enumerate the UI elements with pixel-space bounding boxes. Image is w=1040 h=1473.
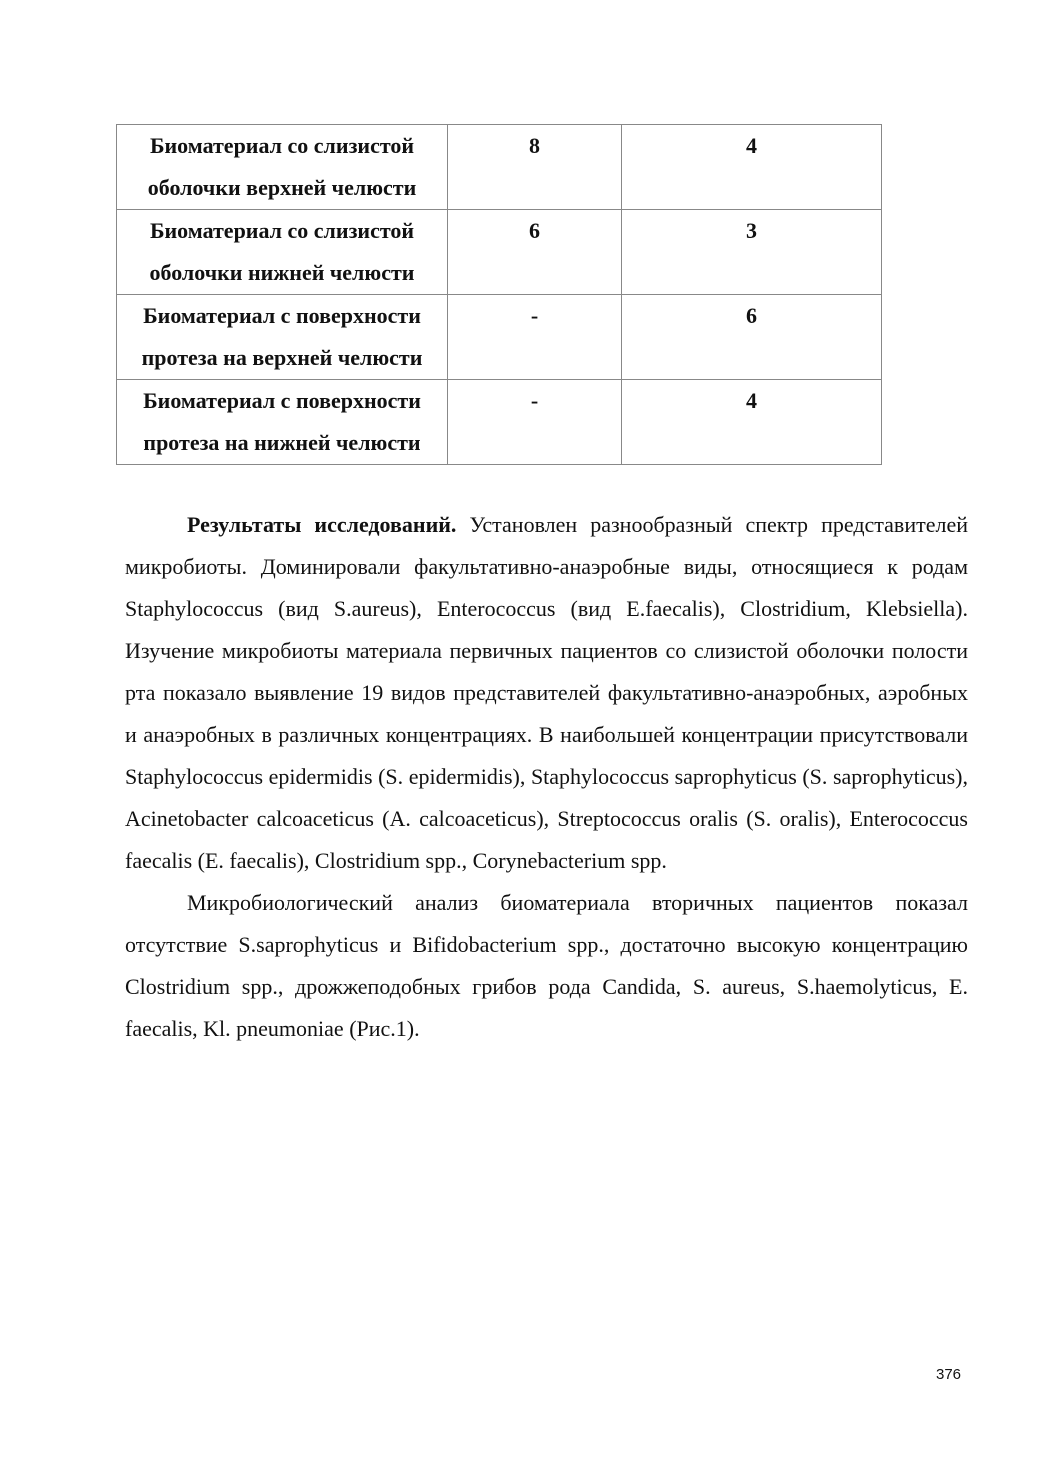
page-number: 376 bbox=[936, 1366, 962, 1383]
table-row bbox=[117, 125, 882, 210]
table-cell-value: - bbox=[448, 380, 622, 465]
label-line: оболочки верхней челюсти bbox=[147, 175, 417, 200]
label-line: протеза на нижней челюсти bbox=[143, 430, 421, 455]
label-line: Биоматериал со слизистой bbox=[149, 133, 415, 158]
body-text bbox=[125, 504, 968, 1050]
results-table bbox=[116, 124, 882, 465]
table-cell-value: 4 bbox=[622, 125, 882, 210]
label-line: Биоматериал с поверхности bbox=[143, 303, 421, 328]
analysis-paragraph: Микробиологический анализ биоматериала вторичных пациентов показал отсутствие S.saprophyticus и Bifidobacterium spp., достаточно высокую концентрацию Clostridium spp., дрожжеподобных грибов рода Candida, S. aureus, S.haemolyticus, E. faecalis, Kl. pneumoniae (Рис.1). bbox=[125, 890, 968, 1041]
table-cell-value: 4 bbox=[622, 380, 882, 465]
table-cell-label bbox=[117, 210, 448, 295]
table-row bbox=[117, 295, 882, 380]
table-row bbox=[117, 210, 882, 295]
table-row bbox=[117, 380, 882, 465]
results-paragraph bbox=[125, 504, 968, 882]
table-cell-value: 6 bbox=[448, 210, 622, 295]
label-line: оболочки нижней челюсти bbox=[149, 260, 415, 285]
label-line: Биоматериал с поверхности bbox=[143, 388, 421, 413]
table-cell-value: 8 bbox=[448, 125, 622, 210]
table-cell-value: - bbox=[448, 295, 622, 380]
table-cell-label bbox=[117, 295, 448, 380]
table-cell-label bbox=[117, 125, 448, 210]
table-cell-label bbox=[117, 380, 448, 465]
paragraph-text: Установлен разнообразный спектр представителей микробиоты. Доминировали факультативно-анаэробные виды, относящиеся к родам Staphylococcus (вид S.aureus), Enterococcus (вид E.faecalis), Clostridium, Klebsiella). Изучение микробиоты материала первичных пациентов со слизистой оболочки полости рта показало выявление 19 видов представителей факультативно-анаэробных, аэробных и анаэробных в различных концентрациях. В наибольшей концентрации присутствовали Staphylococcus epidermidis (S. epidermidis), Staphylococcus saprophyticus (S. saprophyticus), Acinetobacter calcoaceticus (A. calcoaceticus), Streptococcus oralis (S. oralis), Enterococcus faecalis (E. faecalis), Clostridium spp., Corynebacterium spp. bbox=[125, 512, 968, 873]
label-line: протеза на верхней челюсти bbox=[141, 345, 423, 370]
table-cell-value: 6 bbox=[622, 295, 882, 380]
table-cell-value: 3 bbox=[622, 210, 882, 295]
section-heading: Результаты исследований. bbox=[187, 512, 457, 537]
label-line: Биоматериал со слизистой bbox=[149, 218, 415, 243]
